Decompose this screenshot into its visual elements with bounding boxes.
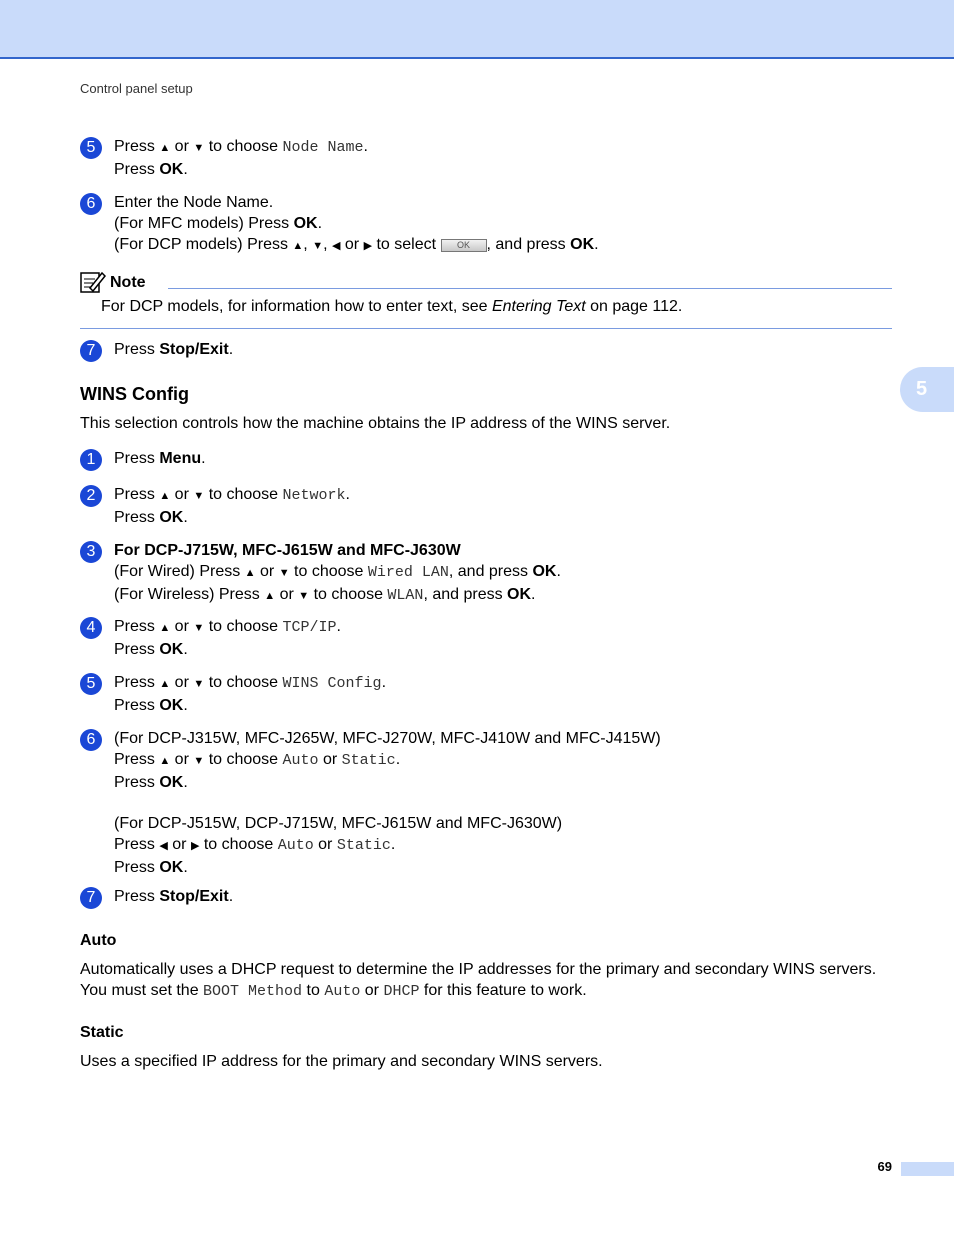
right-arrow-icon: ▶	[190, 840, 200, 852]
menu-value: Auto	[282, 752, 319, 769]
note-box	[80, 268, 892, 329]
ok-key-icon: OK	[441, 239, 487, 252]
down-arrow-icon: ▼	[278, 567, 290, 579]
static-description: Uses a specified IP address for the primary and secondary WINS servers.	[80, 1053, 603, 1070]
subheading-auto: Auto	[80, 932, 117, 949]
menu-value: Static	[341, 752, 396, 769]
step-7-stop-exit: 7 Press Stop/Exit.	[80, 339, 904, 360]
right-arrow-icon: ▶	[363, 240, 373, 252]
down-arrow-icon: ▼	[193, 678, 205, 690]
up-arrow-icon: ▲	[159, 622, 171, 634]
wins-step-5: 5 Press ▲ or ▼ to choose WINS Config. Press OK.	[80, 672, 904, 716]
up-arrow-icon: ▲	[244, 567, 256, 579]
wins-step-1: 1 Press Menu.	[80, 448, 904, 469]
key-name: OK	[159, 161, 184, 178]
step-number: 2	[80, 485, 102, 507]
wins-step-2: 2 Press ▲ or ▼ to choose Network. Press OK.	[80, 484, 904, 528]
running-header: Control panel setup	[80, 81, 193, 96]
menu-value: WLAN	[387, 587, 424, 604]
step-6-enter-node-name: 6 Enter the Node Name. (For MFC models) Press OK. (For DCP models) Press ▲, ▼, ◀ or ▶ to select OK , and press OK.	[80, 192, 904, 257]
footer-band	[901, 1162, 954, 1176]
model-group-title: (For DCP-J515W, DCP-J715W, MFC-J615W and MFC-J630W)	[114, 815, 563, 832]
auto-description: Automatically uses a DHCP request to determine the IP addresses for the primary and secondary WINS servers. You must set the BOOT Method to Auto or DHCP for this feature to work.	[80, 961, 877, 1000]
menu-value: Network	[282, 487, 346, 504]
subheading-static: Static	[80, 1024, 124, 1041]
menu-value: Static	[336, 837, 391, 854]
wins-step-6: 6 (For DCP-J315W, MFC-J265W, MFC-J270W, MFC-J410W and MFC-J415W) Press ▲ or ▼ to choose Auto or Static. Press OK. (For DCP-J515W, DCP-J715W, MFC-J615W and MFC-J630W) Press ◀ or ▶ to choose Auto or Static. Press OK.	[80, 728, 904, 878]
down-arrow-icon: ▼	[193, 490, 205, 502]
step-number: 6	[80, 193, 102, 215]
down-arrow-icon: ▼	[193, 622, 205, 634]
step-number: 7	[80, 887, 102, 909]
wins-step-4: 4 Press ▲ or ▼ to choose TCP/IP. Press OK.	[80, 616, 904, 660]
note-pencil-icon	[80, 270, 106, 294]
step-number: 4	[80, 617, 102, 639]
page-number: 69	[877, 1159, 892, 1174]
wins-step-7: 7 Press Stop/Exit.	[80, 886, 904, 907]
menu-value: TCP/IP	[282, 619, 337, 636]
step-5-node-name: 5 Press ▲ or ▼ to choose Node Name. Press OK.	[80, 136, 904, 180]
up-arrow-icon: ▲	[159, 490, 171, 502]
wins-intro: This selection controls how the machine obtains the IP address of the WINS server.	[80, 415, 671, 432]
down-arrow-icon: ▼	[312, 240, 324, 252]
model-group-title: (For DCP-J315W, MFC-J265W, MFC-J270W, MFC-J410W and MFC-J415W)	[114, 730, 661, 747]
section-heading-wins-config: WINS Config	[80, 384, 189, 404]
model-group-title: For DCP-J715W, MFC-J615W and MFC-J630W	[114, 542, 461, 559]
up-arrow-icon: ▲	[264, 590, 276, 602]
note-divider	[168, 288, 892, 289]
step-number: 1	[80, 449, 102, 471]
up-arrow-icon: ▲	[292, 240, 304, 252]
step-number: 6	[80, 729, 102, 751]
menu-value: Node Name	[282, 139, 364, 156]
menu-value: Auto	[277, 837, 314, 854]
step-number: 5	[80, 137, 102, 159]
cross-reference[interactable]: Entering Text	[491, 298, 586, 315]
chapter-tab[interactable]: 5	[900, 367, 954, 412]
step-number: 7	[80, 340, 102, 362]
note-text: For DCP models, for information how to enter text, see Entering Text on page 112.	[101, 298, 683, 315]
menu-value: Wired LAN	[367, 564, 449, 581]
wins-step-3: 3 For DCP-J715W, MFC-J615W and MFC-J630W (For Wired) Press ▲ or ▼ to choose Wired LAN, and press OK. (For Wireless) Press ▲ or ▼ to choose WLAN, and press OK.	[80, 540, 904, 607]
up-arrow-icon: ▲	[159, 755, 171, 767]
up-arrow-icon: ▲	[159, 678, 171, 690]
menu-value: WINS Config	[282, 675, 382, 692]
down-arrow-icon: ▼	[298, 590, 310, 602]
note-title: Note	[110, 274, 146, 291]
left-arrow-icon: ◀	[331, 240, 341, 252]
left-arrow-icon: ◀	[159, 840, 168, 852]
down-arrow-icon: ▼	[193, 755, 205, 767]
page-header-band	[0, 0, 954, 59]
down-arrow-icon: ▼	[193, 142, 205, 154]
step-number: 5	[80, 673, 102, 695]
up-arrow-icon: ▲	[159, 142, 171, 154]
step-number: 3	[80, 541, 102, 563]
